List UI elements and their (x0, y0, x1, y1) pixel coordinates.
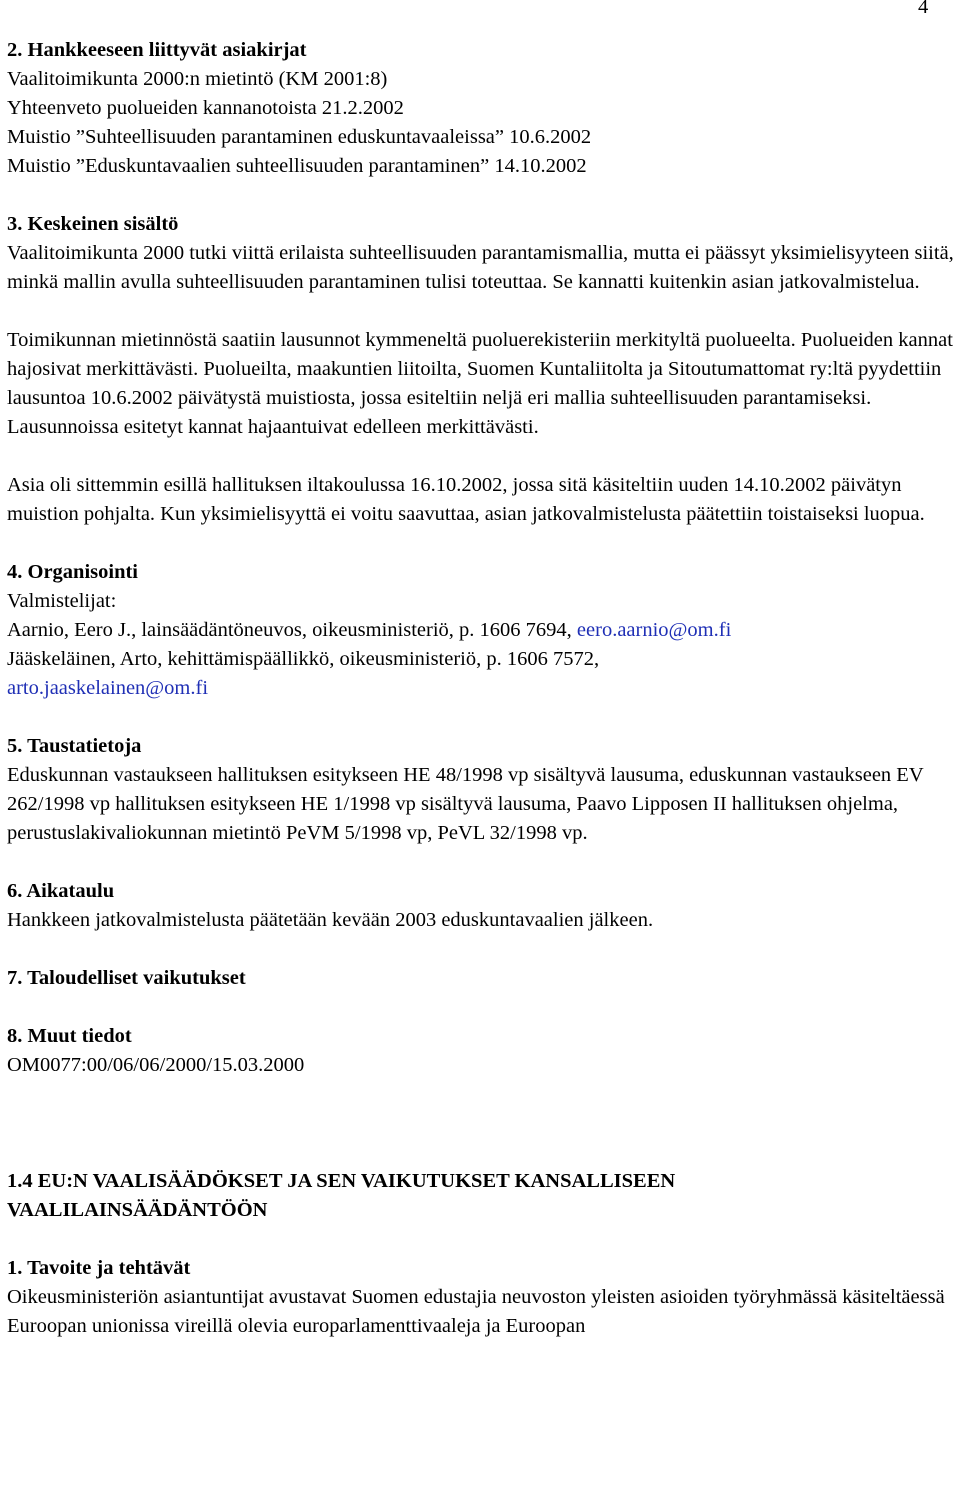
section-7-heading: 7. Taloudelliset vaikutukset (7, 967, 246, 989)
document-list-item: Vaalitoimikunta 2000:n mietintö (KM 2001:8) (7, 68, 388, 90)
section-3-paragraph: Vaalitoimikunta 2000 tutki viittä erilaista suhteellisuuden parantamismallia, mutta ei päässyt yksimielisyyteen siitä, minkä mallin avulla suhteellisuuden parantaminen tulisi toteuttaa. Se kannatti kuitenkin asian jatkovalmistelua. (7, 242, 954, 293)
document-list-item: Yhteenveto puolueiden kannanotoista 21.2.2002 (7, 97, 404, 119)
section-8-reference: OM0077:00/06/06/2000/15.03.2000 (7, 1054, 305, 1076)
preparer-2 (7, 674, 957, 703)
section-3-paragraph: Asia oli sittemmin esillä hallituksen iltakoulussa 16.10.2002, jossa sitä käsiteltiin uuden 14.10.2002 päivätyn muistion pohjalta. Kun yksimielisyyttä ei voitu saavuttaa, asian jatkovalmistelusta päätettiin toistaiseksi luopua. (7, 474, 925, 525)
preparer-1-email-link[interactable]: eero.aarnio@om.fi (576, 619, 732, 641)
section-5-paragraph: Eduskunnan vastaukseen hallituksen esitykseen HE 48/1998 vp sisältyvä lausuma, eduskunnan vastaukseen EV 262/1998 vp hallituksen esitykseen HE 1/1998 vp sisältyvä lausuma, Paavo Lipposen II hallituksen ohjelma, perustuslakivaliokunnan mietintö PeVM 5/1998 vp, PeVL 32/1998 vp. (7, 764, 924, 844)
part-1-4 (7, 1167, 957, 1341)
preparer-2-email-link[interactable]: arto.jaaskelainen@om.fi (7, 677, 209, 699)
section-3 (7, 210, 957, 529)
section-4 (7, 558, 957, 703)
section-8-heading: 8. Muut tiedot (7, 1025, 132, 1047)
preparer-1-details: Aarnio, Eero J., lainsäädäntöneuvos, oikeusministeriö, p. 1606 7694, (7, 619, 577, 641)
preparer-2-details: Jääskeläinen, Arto, kehittämispäällikkö, oikeusministeriö, p. 1606 7572, (7, 648, 600, 670)
preparers-label: Valmistelijat: (7, 590, 117, 612)
section-5 (7, 732, 957, 848)
document-body (7, 36, 957, 1341)
section-4-heading: 4. Organisointi (7, 561, 138, 583)
section-3-paragraph: Toimikunnan mietinnöstä saatiin lausunnot kymmeneltä puoluerekisteriin merkityltä puolueelta. Puolueiden kannat hajosivat merkittävästi. Puolueilta, maakuntien liitoilta, Suomen Kuntaliitolta ja Sitoutumattomat ry:ltä pyydettiin lausuntoa 10.6.2002 päivätystä muistiosta, jossa esiteltiin neljä eri mallia suhteellisuuden parantamiseksi. Lausunnoissa esitetyt kannat hajaantuivat edelleen merkittävästi. (7, 329, 953, 438)
section-8 (7, 1022, 957, 1080)
section-6 (7, 877, 957, 935)
part-1-4-section-1-heading: 1. Tavoite ja tehtävät (7, 1257, 191, 1279)
document-list-item: Muistio ”Eduskuntavaalien suhteellisuuden parantaminen” 14.10.2002 (7, 155, 587, 177)
section-6-heading: 6. Aikataulu (7, 880, 115, 902)
section-2 (7, 36, 957, 181)
document-list-item: Muistio ”Suhteellisuuden parantaminen eduskuntavaaleissa” 10.6.2002 (7, 126, 592, 148)
part-1-4-title-line-1: 1.4 EU:N VAALISÄÄDÖKSET JA SEN VAIKUTUKSET KANSALLISEEN (7, 1170, 676, 1192)
part-1-4-title-line-2: VAALILAINSÄÄDÄNTÖÖN (7, 1199, 268, 1221)
page-number: 4 (918, 0, 929, 18)
section-3-heading: 3. Keskeinen sisältö (7, 213, 179, 235)
section-5-heading: 5. Taustatietoja (7, 735, 142, 757)
part-1-4-section-1-paragraph: Oikeusministeriön asiantuntijat avustavat Suomen edustajia neuvoston yleisten asioiden työryhmässä käsiteltäessä Euroopan unionissa vireillä olevia europarlamenttivaaleja ja Euroopan (7, 1286, 945, 1337)
section-7 (7, 964, 957, 993)
section-6-paragraph: Hankkeen jatkovalmistelusta päätetään kevään 2003 eduskuntavaalien jälkeen. (7, 909, 654, 931)
section-2-heading: 2. Hankkeeseen liittyvät asiakirjat (7, 39, 307, 61)
preparer-1 (7, 616, 957, 645)
